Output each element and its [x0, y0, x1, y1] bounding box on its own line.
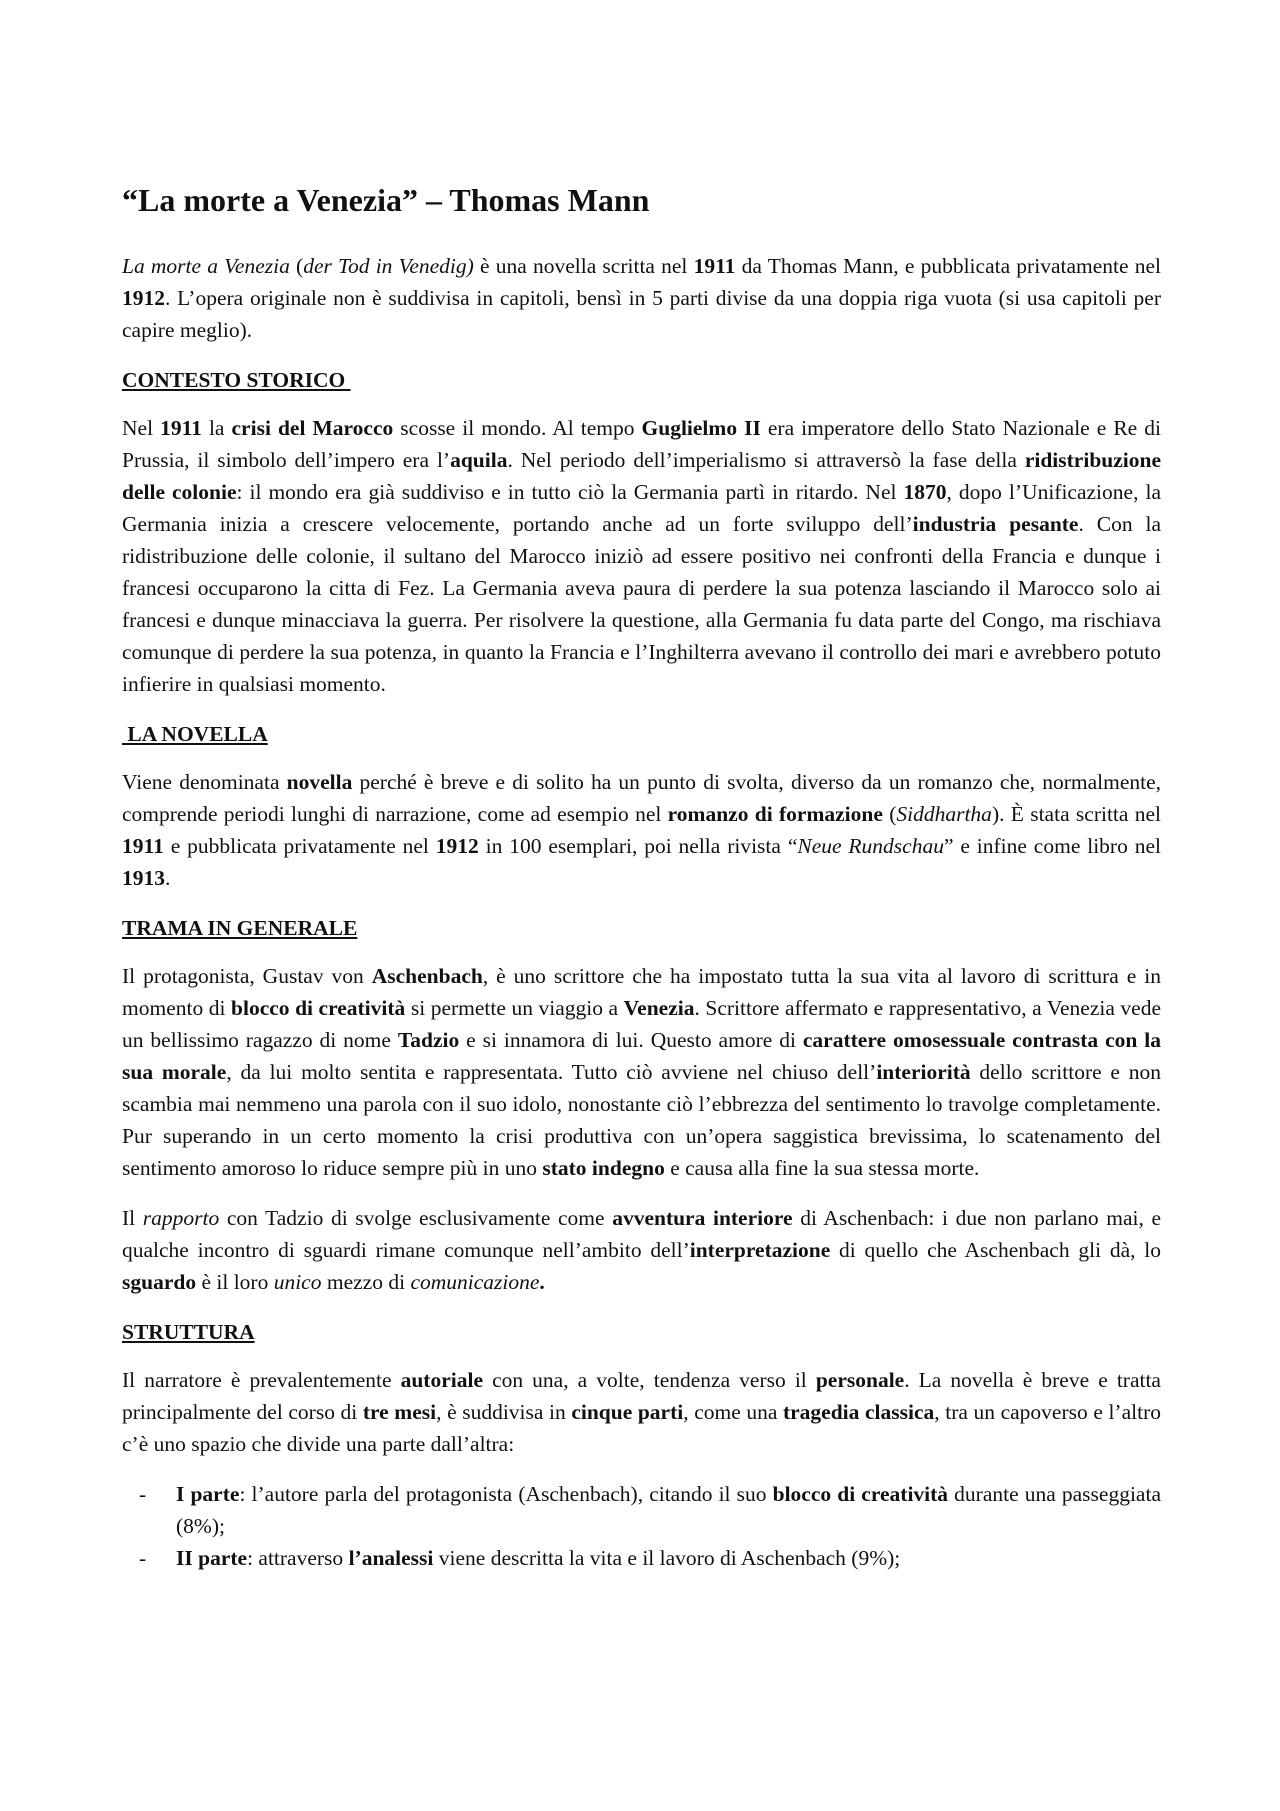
heading-contesto-storico: CONTESTO STORICO — [122, 368, 351, 392]
text-run: Nel — [122, 416, 161, 440]
heading-la-novella: LA NOVELLA — [122, 722, 268, 746]
text-run: . La novella è breve e tratta principalmente del corso di — [122, 1368, 1161, 1424]
text-run: da Thomas Mann, e pubblicata privatamente nel — [735, 254, 1161, 278]
text-run: , come una — [683, 1400, 783, 1424]
bold-text: 1912 — [122, 286, 165, 310]
document-title: “La morte a Venezia” – Thomas Mann — [122, 182, 650, 218]
italic-text: rapporto — [142, 1206, 220, 1230]
text-run: si permette un viaggio a — [405, 996, 624, 1020]
bold-text: ridistribuzione delle colonie — [122, 448, 1161, 504]
text-run: con una, a volte, tendenza verso il — [483, 1368, 816, 1392]
struttura-parts-list — [122, 1478, 1161, 1574]
bold-text: carattere omosessuale contrasta con la sua morale — [122, 1028, 1161, 1084]
text-run: : il mondo era già suddiviso e in tutto ciò la Germania partì in ritardo. Nel — [236, 480, 904, 504]
text-run: era imperatore dello Stato Nazionale e Re di Prussia, il simbolo dell’impero era l’ — [122, 416, 1161, 472]
text-run: . L’opera originale non è suddivisa in capitoli, bensì in 5 parti divise da una doppia riga vuota (si usa capitoli per capire meglio). — [122, 286, 1161, 342]
heading-trama-in-generale: TRAMA IN GENERALE — [122, 916, 358, 940]
bold-text: I parte — [176, 1482, 240, 1506]
bold-text: 1911 — [160, 416, 202, 440]
bold-text: autoriale — [400, 1368, 483, 1392]
list-item-text — [176, 1482, 1161, 1538]
bold-text: sguardo — [122, 1270, 197, 1294]
text-run: Il narratore è prevalentemente — [122, 1368, 401, 1392]
text-run: perché è breve e di solito ha un punto di svolta, diverso da un romanzo che, normalmente, comprende periodi lunghi di narrazione, come ad esempio nel — [122, 770, 1162, 826]
text-run: . — [165, 866, 171, 890]
list-item-text — [176, 1546, 900, 1570]
bold-text: Aschenbach — [371, 964, 483, 988]
text-run: , è suddivisa in — [436, 1400, 572, 1424]
text-run: Il protagonista, Gustav von — [122, 964, 372, 988]
bold-text: tragedia classica — [782, 1400, 935, 1424]
text-run: Il — [122, 1206, 143, 1230]
bold-text: interiorità — [876, 1060, 971, 1084]
intro-paragraph — [122, 250, 1161, 346]
bold-text: Guglielmo II — [641, 416, 761, 440]
text-run: viene descritta la vita e il lavoro di Aschenbach (9%); — [433, 1546, 901, 1570]
bold-text: . — [539, 1270, 545, 1294]
italic-text: La morte a Venezia — [122, 254, 290, 278]
bold-text: 1913 — [122, 866, 165, 890]
text-run: durante una passeggiata (8%); — [176, 1482, 1161, 1538]
text-run: la — [201, 416, 232, 440]
text-run: dello scrittore e non scambia mai nemmeno una parola con il suo idolo, nonostante ciò l’ebbrezza del sentimento lo travolge completamente. Pur superando in un certo momento la crisi produttiva con un’opera saggistica brevissima, lo scatenamento del sentimento amoroso lo riduce sempre più in uno — [122, 1060, 1162, 1180]
bold-text: blocco di creatività — [772, 1482, 949, 1506]
text-run: è una novella scritta nel — [473, 254, 694, 278]
text-run: scosse il mondo. Al tempo — [393, 416, 642, 440]
text-run: e causa alla fine la sua stessa morte. — [664, 1156, 980, 1180]
text-run: in 100 esemplari, poi nella rivista “ — [478, 834, 798, 858]
bold-text: Venezia — [623, 996, 695, 1020]
bold-text: avventura interiore — [612, 1206, 793, 1230]
bold-text: 1912 — [435, 834, 479, 858]
italic-text: unico — [273, 1270, 322, 1294]
bold-text: cinque parti — [571, 1400, 684, 1424]
bold-text: aquila — [450, 448, 508, 472]
text-run: di quello che Aschenbach gli dà, lo — [830, 1238, 1161, 1262]
list-item — [122, 1478, 1161, 1542]
text-run: Viene denominata — [122, 770, 287, 794]
bold-text: 1870 — [903, 480, 947, 504]
text-run: ( — [289, 254, 304, 278]
bold-text: romanzo di formazione — [667, 802, 883, 826]
italic-text: der Tod in Venedig) — [303, 254, 474, 278]
text-run: di Aschenbach: i due non parlano mai, e qualche incontro di sguardi rimane comunque nell’ambito dell’ — [122, 1206, 1162, 1262]
list-dash: - — [139, 1546, 147, 1570]
text-run: con Tadzio di svolge esclusivamente come — [219, 1206, 613, 1230]
bold-text: 1911 — [693, 254, 736, 278]
list-item — [122, 1542, 1161, 1574]
text-run: : attraverso — [247, 1546, 349, 1570]
text-run: : l’autore parla del protagonista (Aschenbach), citando il suo — [239, 1482, 773, 1506]
bold-text: 1911 — [122, 834, 164, 858]
trama-paragraph-1 — [122, 960, 1161, 1184]
text-run: e si innamora di lui. Questo amore di — [459, 1028, 803, 1052]
bold-text: interpretazione — [689, 1238, 831, 1262]
bold-text: industria pesante — [912, 512, 1079, 536]
bold-text: tre mesi — [362, 1400, 437, 1424]
text-run: ” e infine come libro nel — [943, 834, 1161, 858]
bold-text: novella — [286, 770, 353, 794]
italic-text: comunicazione — [410, 1270, 540, 1294]
text-run: mezzo di — [321, 1270, 411, 1294]
text-run: ). È stata scritta nel — [991, 802, 1162, 826]
struttura-paragraph — [122, 1364, 1161, 1460]
italic-text: Neue Rundschau — [797, 834, 944, 858]
text-run: e pubblicata privatamente nel — [163, 834, 436, 858]
text-run: . Nel periodo dell’imperialismo si attraversò la fase della — [507, 448, 1025, 472]
contesto-storico-paragraph — [122, 412, 1161, 700]
la-novella-paragraph — [122, 766, 1161, 894]
italic-text: Siddhartha — [896, 802, 992, 826]
text-run: è il loro — [196, 1270, 274, 1294]
bold-text: Tadzio — [397, 1028, 460, 1052]
text-run: , tra un capoverso e l’altro c’è uno spazio che divide una parte dall’altra: — [122, 1400, 1161, 1456]
text-run: , da lui molto sentita e rappresentata. Tutto ciò avviene nel chiuso dell’ — [226, 1060, 877, 1084]
heading-struttura: STRUTTURA — [122, 1320, 255, 1344]
bold-text: blocco di creatività — [231, 996, 406, 1020]
text-run: , è uno scrittore che ha impostato tutta la sua vita al lavoro di scrittura e in momento di — [122, 964, 1161, 1020]
bold-text: crisi del Marocco — [231, 416, 394, 440]
trama-paragraph-2 — [122, 1202, 1161, 1298]
bold-text: stato indegno — [542, 1156, 665, 1180]
text-run: . Con la ridistribuzione delle colonie, il sultano del Marocco iniziò ad essere positivo nei confronti della Francia e dunque i francesi occuparono la citta di Fez. La Germania aveva paura di perdere la sua potenza lasciando il Marocco solo ai francesi e dunque minacciava la guerra. Per risolvere la questione, alla Germania fu data parte del Congo, ma rischiava comunque di perdere la sua potenza, in quanto la Francia e l’Inghilterra avevano il controllo dei mari e avrebbero potuto infierire in qualsiasi momento. — [122, 512, 1161, 696]
list-dash: - — [139, 1482, 147, 1506]
bold-text: personale — [815, 1368, 905, 1392]
text-run: , dopo l’Unificazione, la Germania inizia a crescere velocemente, portando anche ad un forte sviluppo dell’ — [122, 480, 1161, 536]
text-run: . Scrittore affermato e rappresentativo, a Venezia vede un bellissimo ragazzo di nome — [122, 996, 1162, 1052]
bold-text: II parte — [176, 1546, 248, 1570]
bold-text: l’analessi — [348, 1546, 434, 1570]
text-run: ( — [882, 802, 897, 826]
